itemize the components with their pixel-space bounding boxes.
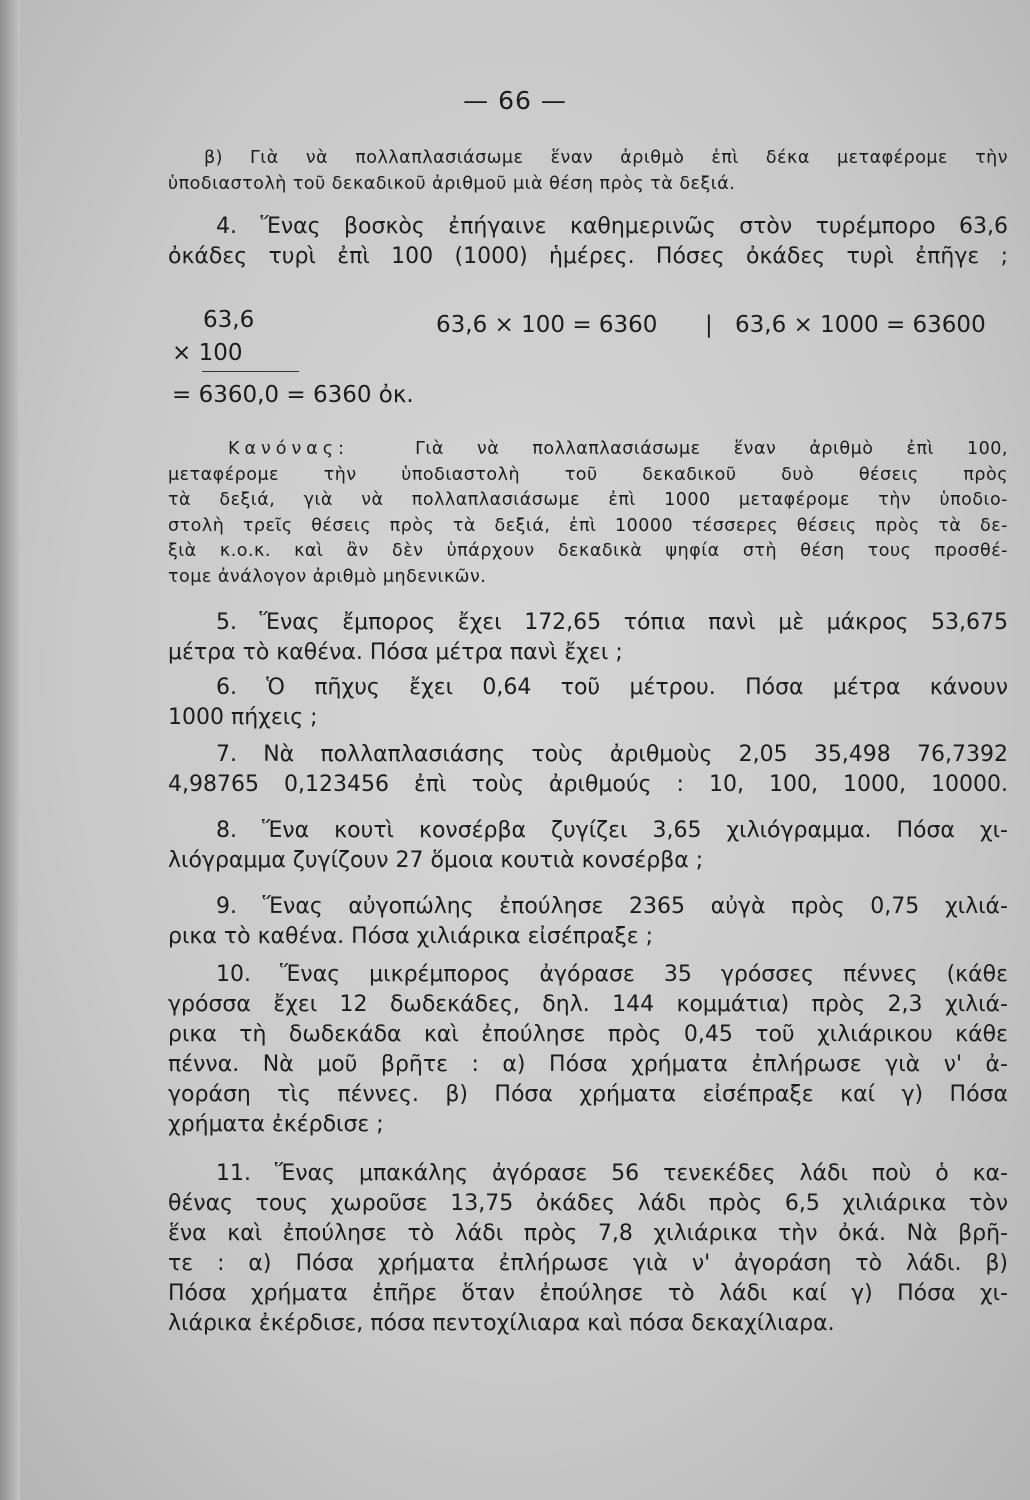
intro-line: ὑποδιαστολὴ τοῦ δεκαδικοῦ ἀριθμοῦ μιὰ θέση πρὸς τὰ δεξιά.	[168, 173, 736, 194]
exercise-line: πέννα. Νὰ μοῦ βρῆτε : α) Πόσα χρήματα ἐπλήρωσε γιὰ ν' ἀ-	[168, 1052, 1008, 1077]
intro-line: β) Γιὰ νὰ πολλαπλασιάσωμε ἕναν ἀριθμὸ ἐπὶ δέκα μεταφέρομε τὴν	[204, 148, 1008, 168]
equation-1: 63,6 × 100 = 6360	[436, 312, 658, 338]
multiplier: × 100	[172, 340, 243, 366]
exercise-line: 11. Ἕνας μπακάλης ἀγόρασε 56 τενεκέδες λάδι ποὺ ὁ κα-	[216, 1161, 1008, 1186]
rule-line: μεταφέρομε τὴν ὑποδιαστολὴ τοῦ δεκαδικοῦ δυὸ θέσεις πρὸς	[168, 464, 1008, 485]
exercise-line: χρήματα ἐκέρδισε ;	[168, 1112, 384, 1137]
exercise-line: λιόγραμμα ζυγίζουν 27 ὅμοια κουτιὰ κονσέρβα ;	[168, 848, 704, 873]
page-edge-shadow	[0, 0, 20, 1500]
rule-line: ξιὰ κ.ο.κ. καὶ ἂν δὲν ὑπάρχουν δεκαδικὰ ψηφία στὴ θέση τους προσθέ-	[168, 541, 1008, 561]
exercise-11	[168, 1159, 1008, 1339]
rule-heading: Κανόνας:	[228, 439, 349, 459]
exercise-line: θένας τους χωροῦσε 13,75 ὀκάδες λάδι πρὸς 6,5 χιλιάρικα τὸν	[168, 1191, 1008, 1216]
equation-separator: |	[705, 312, 713, 338]
exercise-line: 8. Ἕνα κουτὶ κονσέρβα ζυγίζει 3,65 χιλιόγραμμα. Πόσα χι-	[216, 818, 1008, 843]
exercise-9	[168, 892, 1008, 952]
multiplication-rule-line	[202, 371, 299, 372]
exercise-line: 10. Ἕνας μικρέμπορος ἀγόρασε 35 γρόσσες πέννες (κάθε	[216, 962, 1008, 987]
exercise-line: τε : α) Πόσα χρήματα ἐπλήρωσε γιὰ ν' ἀγοράση τὸ λάδι. β)	[168, 1251, 1008, 1276]
multiplicand: 63,6	[203, 307, 255, 333]
intro-paragraph	[168, 146, 1008, 197]
exercise-line: 4,98765 0,123456 ἐπὶ τοὺς ἀριθμούς : 10, 100, 1000, 10000.	[168, 772, 1008, 797]
rule-paragraph	[168, 437, 1008, 590]
exercise-line: 9. Ἕνας αὐγοπώλης ἐπούλησε 2365 αὐγὰ πρὸς 0,75 χιλιά-	[216, 894, 1008, 919]
exercise-10	[168, 960, 1008, 1140]
exercise-line: 1000 πήχεις ;	[168, 705, 318, 730]
exercise-line: μέτρα τὸ καθένα. Πόσα μέτρα πανὶ ἔχει ;	[168, 640, 623, 665]
page-number: — 66 —	[463, 86, 567, 115]
exercise-5	[168, 608, 1008, 668]
exercise-line: γρόσσα ἔχει 12 δωδεκάδες, δηλ. 144 κομμάτια) πρὸς 2,3 χιλιά-	[168, 992, 1008, 1017]
problem-line: ὀκάδες τυρὶ ἐπὶ 100 (1000) ἡμέρες. Πόσες ὀκάδες τυρὶ ἐπῆγε ;	[168, 244, 1008, 269]
exercise-6	[168, 673, 1008, 733]
exercise-line: 5. Ἕνας ἔμπορος ἔχει 172,65 τόπια πανὶ μὲ μάκρος 53,675	[216, 610, 1008, 635]
multiplication-result: = 6360,0 = 6360 ὀκ.	[172, 382, 414, 408]
problem-line: 4. Ἕνας βοσκὸς ἐπήγαινε καθημερινῶς στὸν τυρέμπορο 63,6	[216, 214, 1008, 239]
equation-2: 63,6 × 1000 = 63600	[735, 312, 986, 338]
exercise-line: ρικα τὴ δωδεκάδα καὶ ἐπούλησε πρὸς 0,45 τοῦ χιλιάρικου κάθε	[168, 1022, 1008, 1047]
problem-4	[168, 212, 1008, 272]
exercise-line: Πόσα χρήματα ἐπῆρε ὅταν ἐπούλησε τὸ λάδι καί γ) Πόσα χι-	[168, 1281, 1008, 1306]
exercise-line: 6. Ὁ πῆχυς ἔχει 0,64 τοῦ μέτρου. Πόσα μέτρα κάνουν	[216, 675, 1008, 700]
rule-line: Κανόνας: Γιὰ νὰ πολλαπλασιάσωμε ἕναν ἀριθμὸ ἐπὶ 100,	[228, 439, 1008, 459]
exercise-line: λιάρικα ἐκέρδισε, πόσα πεντοχίλιαρα καὶ πόσα δεκαχίλιαρα.	[168, 1311, 835, 1336]
exercise-line: ἕνα καὶ ἐπούλησε τὸ λάδι πρὸς 7,8 χιλιάρικα τὴν ὀκά. Νὰ βρῆ-	[168, 1221, 1008, 1246]
exercise-line: ρικα τὸ καθένα. Πόσα χιλιάρικα εἰσέπραξε ;	[168, 924, 654, 949]
exercise-line: γοράση τὶς πέννες. β) Πόσα χρήματα εἰσέπραξε καί γ) Πόσα	[168, 1082, 1008, 1107]
rule-line: τομε ἀνάλογον ἀριθμὸ μηδενικῶν.	[168, 566, 487, 587]
exercise-7	[168, 740, 1008, 800]
rule-line: τὰ δεξιά, γιὰ νὰ πολλαπλασιάσωμε ἐπὶ 1000 μεταφέρομε τὴν ὑποδιο-	[168, 490, 1008, 510]
exercise-8	[168, 816, 1008, 876]
rule-line: στολὴ τρεῖς θέσεις πρὸς τὰ δεξιά, ἐπὶ 10000 τέσσερες θέσεις πρὸς τὰ δε-	[168, 515, 1008, 536]
exercise-line: 7. Νὰ πολλαπλασιάσης τοὺς ἀριθμοὺς 2,05 35,498 76,7392	[216, 742, 1008, 767]
